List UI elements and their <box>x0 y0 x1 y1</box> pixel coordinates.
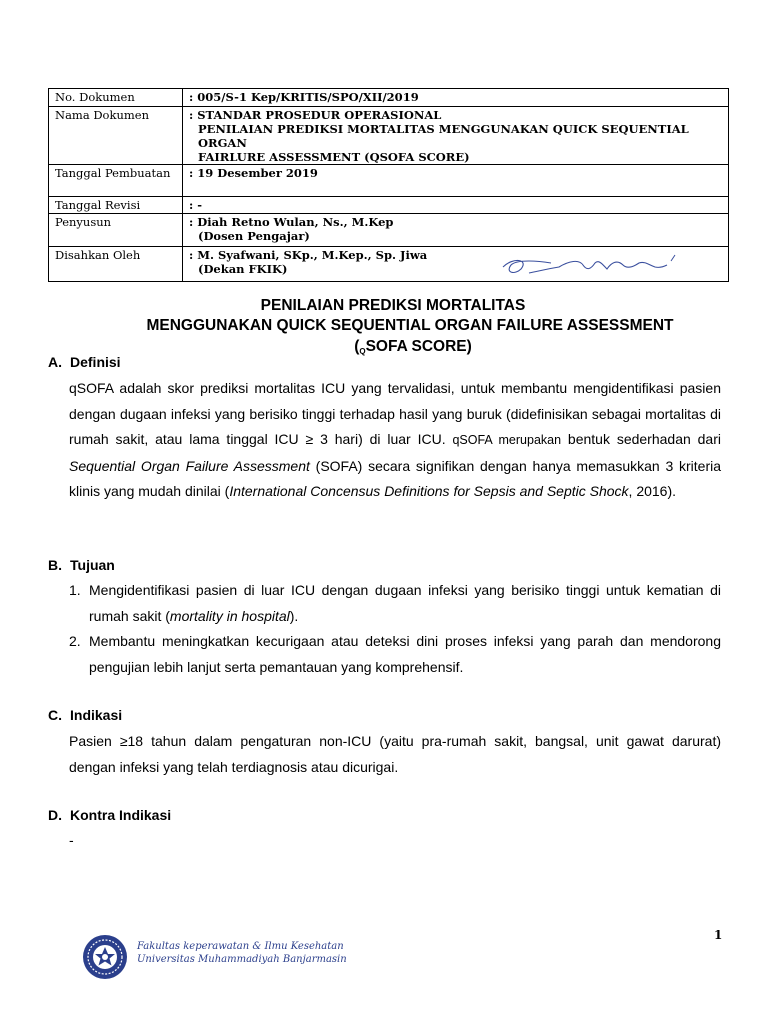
title-paren: ( <box>354 338 360 355</box>
value-no-dokumen: : 005/S-1 Kep/KRITIS/SPO/XII/2019 <box>183 89 729 107</box>
footer-line2: Universitas Muhammadiyah Banjarmasin <box>137 954 347 965</box>
definisi-text-reference-italic: International Concensus Definitions for Sepsis and Septic Shock <box>229 483 629 499</box>
list-item-number: 1. <box>69 582 81 598</box>
nama-dokumen-line3: FAIRLURE ASSESSMENT (QSOFA SCORE) <box>198 150 470 164</box>
section-a-letter: A. <box>48 354 62 370</box>
section-a-paragraph <box>69 376 721 505</box>
label-tanggal-revisi: Tanggal Revisi <box>49 197 183 214</box>
section-c-heading <box>48 707 122 723</box>
value-nama-dokumen <box>183 107 729 165</box>
footer-line1: Fakultas keperawatan & Ilmu Kesehatan <box>137 941 344 952</box>
section-a-title: Definisi <box>70 354 121 370</box>
section-d-heading <box>48 807 171 823</box>
definisi-text-5: (SOFA) secara signifikan dengan hanya memasukkan 3 kriteria klinis yang mudah dinilai ( <box>69 457 721 499</box>
section-d-letter: D. <box>48 807 62 823</box>
label-no-dokumen: No. Dokumen <box>49 89 183 107</box>
nama-dokumen-line2: PENILAIAN PREDIKSI MORTALITAS MENGGUNAKAN QUICK SEQUENTIAL ORGAN <box>198 122 689 150</box>
value-penyusun <box>183 214 729 247</box>
list-item-text: Membantu meningkatkan kecurigaan atau deteksi dini proses infeksi yang parah dan mendorong pengujian lebih lanjut serta pemantauan yang komprehensif. <box>89 633 721 675</box>
value-tanggal-revisi: : - <box>183 197 729 214</box>
list-item-end: ). <box>289 607 299 624</box>
list-item-text: Mengidentifikasi pasien di luar ICU dengan dugaan infeksi yang berisiko tinggi untuk kematian di rumah sakit ( <box>89 582 721 624</box>
document-title-line3 <box>48 337 768 362</box>
list-item-number: 2. <box>69 633 81 649</box>
nama-dokumen-line1: : STANDAR PROSEDUR OPERASIONAL <box>189 108 442 122</box>
row-nama-dokumen <box>49 107 729 165</box>
label-disahkan-oleh: Disahkan Oleh <box>49 247 183 282</box>
list-item-italic: mortality in hospital <box>169 607 290 624</box>
row-tanggal-revisi <box>49 197 729 214</box>
section-d-title: Kontra Indikasi <box>70 807 172 823</box>
tujuan-list <box>69 578 721 680</box>
document-title-line1: PENILAIAN PREDIKSI MORTALITAS <box>260 297 526 314</box>
row-tanggal-pembuatan <box>49 165 729 197</box>
row-disahkan-oleh <box>49 247 729 282</box>
label-penyusun: Penyusun <box>49 214 183 247</box>
definisi-text-3: bentuk sederhadan dari <box>561 431 721 447</box>
label-tanggal-pembuatan: Tanggal Pembuatan <box>49 165 183 197</box>
title-qsofa-score: SOFA SCORE) <box>365 338 472 355</box>
section-d-paragraph: - <box>69 832 74 848</box>
section-b-title: Tujuan <box>70 557 115 573</box>
section-c-title: Indikasi <box>70 707 123 723</box>
disahkan-role: (Dekan FKIK) <box>198 262 288 276</box>
document-title-line2: MENGGUNAKAN QUICK SEQUENTIAL ORGAN FAILURE ASSESSMENT <box>146 317 674 334</box>
row-penyusun <box>49 214 729 247</box>
section-b-letter: B. <box>48 557 62 573</box>
section-c-letter: C. <box>48 707 62 723</box>
document-info-table <box>48 88 729 282</box>
signature-icon <box>499 251 689 279</box>
definisi-text-2: qSOFA merupakan <box>452 433 562 447</box>
label-nama-dokumen: Nama Dokumen <box>49 107 183 165</box>
list-item <box>69 578 721 629</box>
value-tanggal-pembuatan: : 19 Desember 2019 <box>183 165 729 197</box>
section-a-heading <box>48 354 121 370</box>
page-number: 1 <box>714 928 723 942</box>
definisi-text-7: , 2016). <box>628 483 677 499</box>
section-b-heading <box>48 557 115 573</box>
university-logo-icon <box>82 934 128 980</box>
row-no-dokumen <box>49 89 729 107</box>
footer-institution <box>137 940 347 966</box>
definisi-text-sofa-italic: Sequential Organ Failure Assessment <box>69 457 310 474</box>
disahkan-name: : M. Syafwani, SKp., M.Kep., Sp. Jiwa <box>189 248 428 262</box>
section-c-paragraph: Pasien ≥18 tahun dalam pengaturan non-ICU (yaitu pra-rumah sakit, bangsal, unit gawat darurat) dengan infeksi yang telah terdiagnosis atau dicurigai. <box>69 733 721 775</box>
value-disahkan-oleh <box>183 247 729 282</box>
list-item <box>69 629 721 680</box>
title-q-small: Q <box>359 347 366 356</box>
definisi-text-1: qSOFA adalah skor prediksi mortalitas ICU yang tervalidasi, untuk membantu mengidentifikasi pasien dengan dugaan infeksi yang berisiko tinggi terhadap hasil yang buruk (didefinisikan sebagai mortalitas di rumah sakit, atau lama tinggal ICU ≥ 3 hari) di luar ICU. <box>69 380 721 447</box>
penyusun-role: (Dosen Pengajar) <box>198 229 310 243</box>
penyusun-name: : Diah Retno Wulan, Ns., M.Kep <box>189 215 394 229</box>
